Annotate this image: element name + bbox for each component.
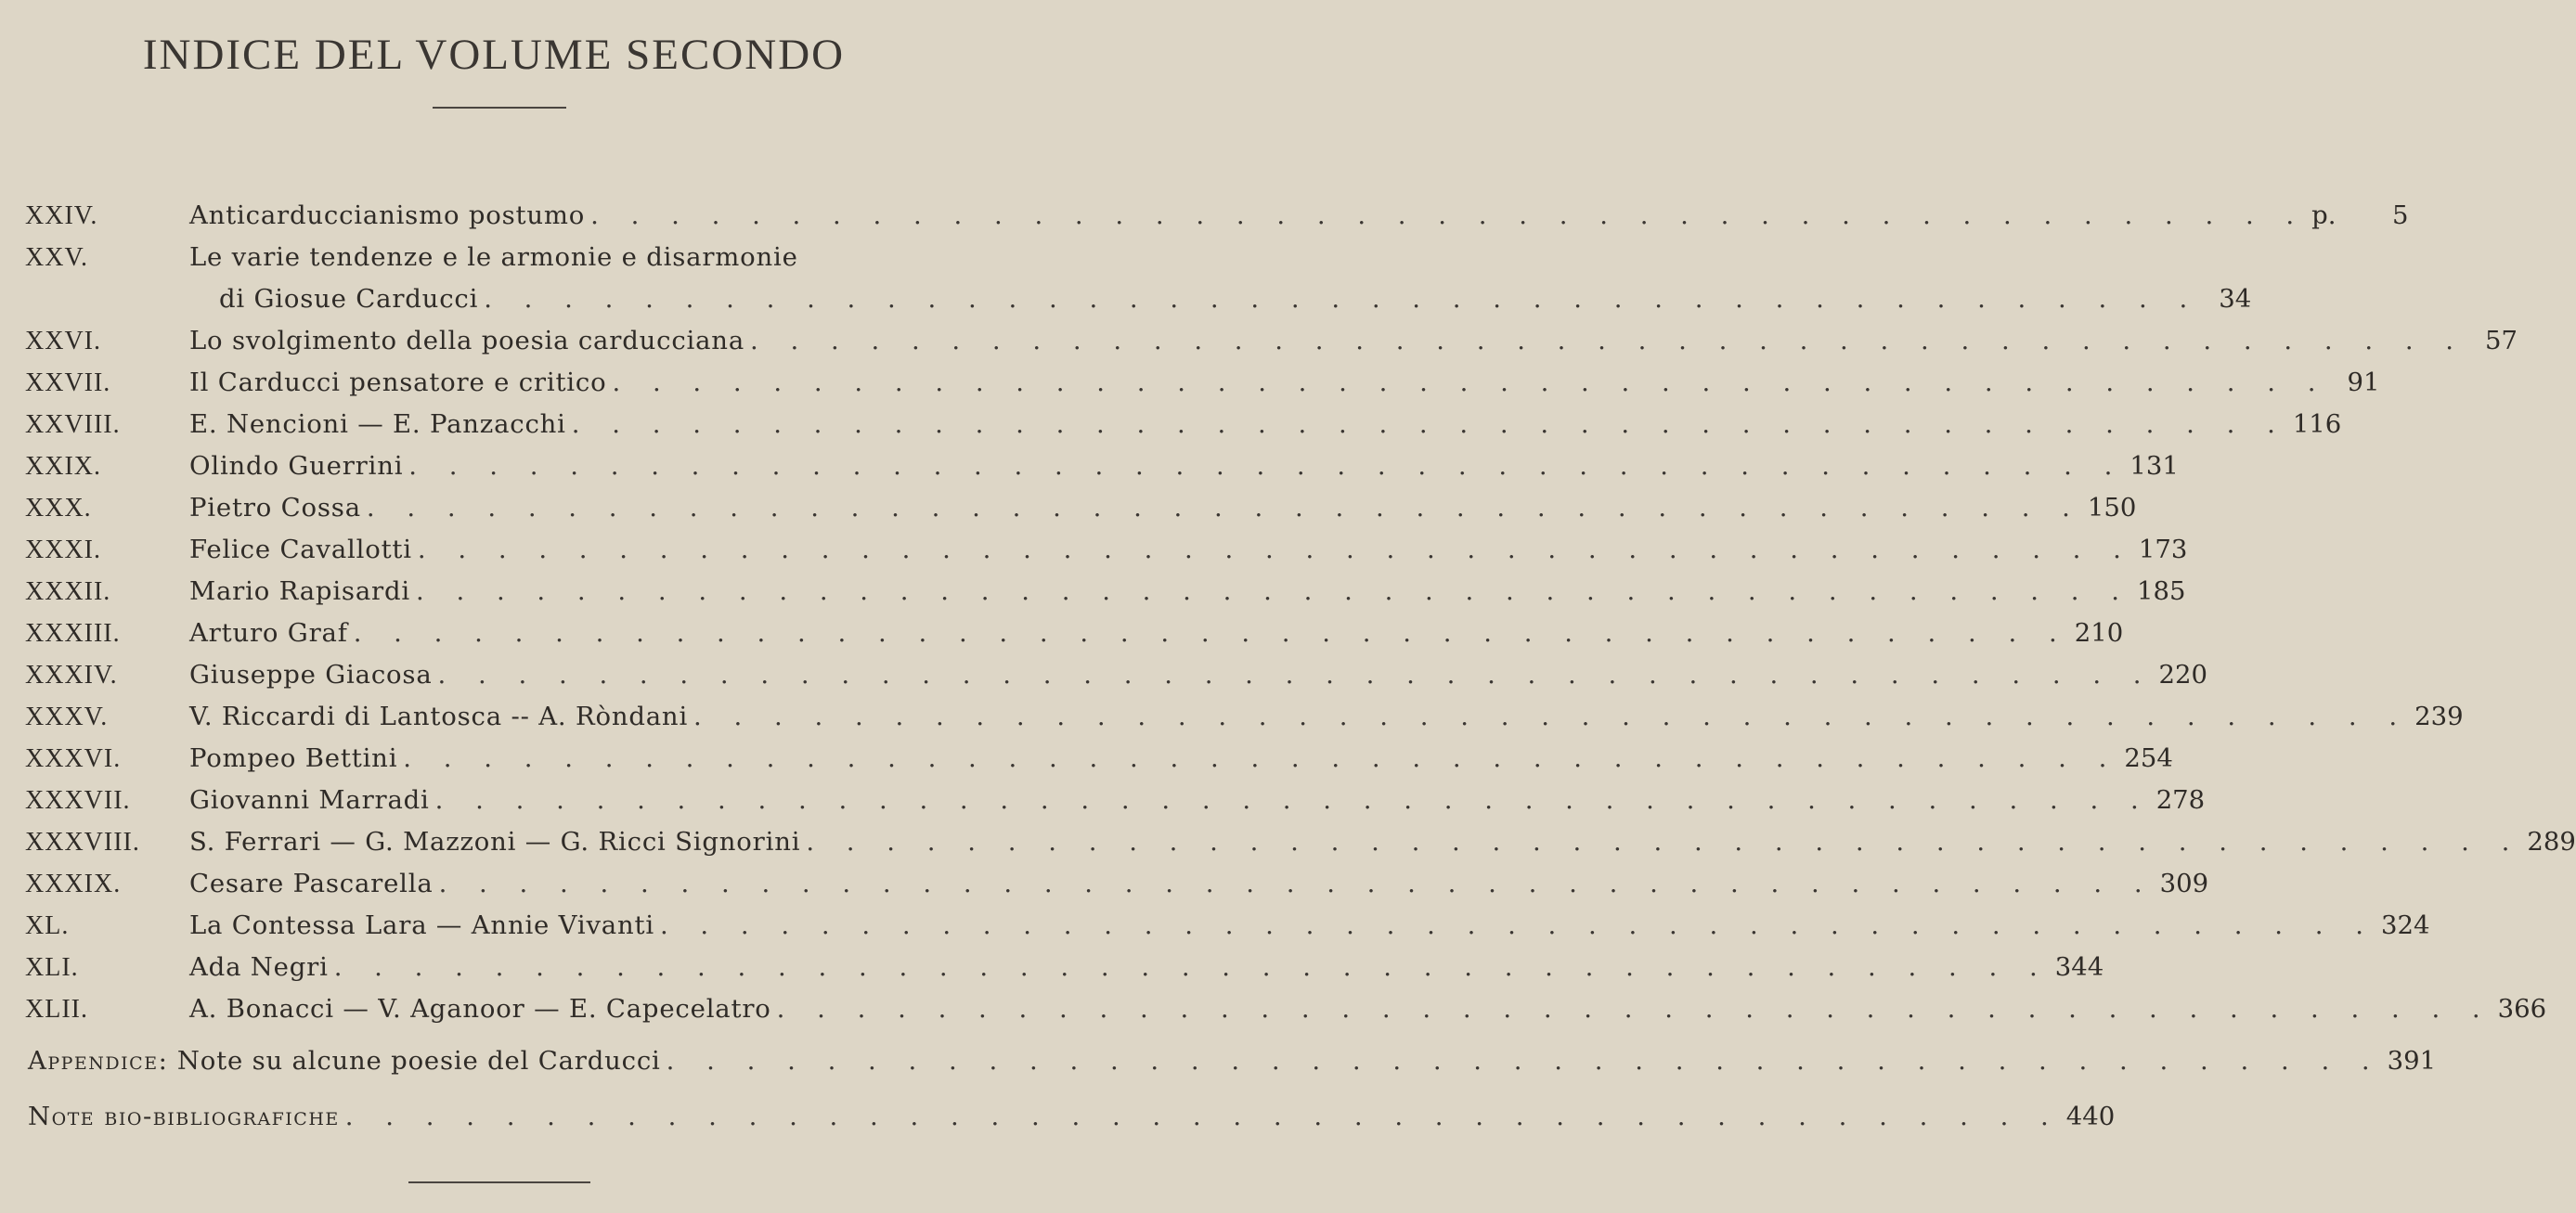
chapter-title: Giuseppe Giacosa: [189, 660, 433, 690]
chapter-title: Le varie tendenze e le armonie e disarmonie: [189, 242, 798, 272]
chapter-title: Mario Rapisardi: [189, 576, 410, 606]
page-number: 239: [2414, 702, 2464, 731]
toc-entry: [0, 821, 2576, 863]
dot-leader: . . . . . . . . . . . . . . . . . . . . . . . . . . . . . . . . . . . . . . . . . . .: [366, 493, 2082, 523]
toc-entry: [0, 487, 2137, 529]
page-number: 116: [2292, 409, 2342, 439]
chapter-number: XXXIX.: [25, 870, 122, 898]
notes-title: Note bio-bibliografiche: [28, 1102, 340, 1131]
dot-leader: . . . . . . . . . . . . . . . . . . . . . . . . . . . . . . . . . . . . . . . . . . .: [408, 451, 2125, 481]
chapter-number: XXXIII.: [25, 619, 121, 648]
toc-entry: [0, 529, 2188, 571]
chapter-number: XXXVII.: [25, 786, 131, 815]
dot-leader: . . . . . . . . . . . . . . . . . . . . . . . . . . . . . . . . . . . . . . . . . . .: [417, 535, 2133, 564]
dot-leader: . . . . . . . . . . . . . . . . . . . . . . . . . . . . . . . . . . . . . . . . . . .: [437, 660, 2154, 690]
chapter-title: V. Riccardi di Lantosca -- A. Ròndani: [189, 702, 689, 731]
page-number: 91: [2347, 368, 2380, 397]
toc-entry: [0, 571, 2186, 613]
dot-leader: . . . . . . . . . . . . . . . . . . . . . . . . . . . . . . . . . . . . . . . . . . .: [353, 618, 2069, 648]
toc-entry: [0, 195, 2409, 237]
chapter-number: XXVIII.: [25, 410, 121, 439]
page-number: 220: [2158, 660, 2208, 690]
page-number: 309: [2159, 869, 2209, 898]
toc-notes: [0, 1091, 2116, 1142]
chapter-number: XXVII.: [25, 368, 111, 397]
chapter-title: Felice Cavallotti: [189, 535, 412, 564]
title-divider: [433, 107, 566, 109]
dot-leader: . . . . . . . . . . . . . . . . . . . . . . . . . . . . . . . . . . . . . . . . . . .: [403, 743, 2119, 773]
chapter-title: Arturo Graf: [189, 618, 348, 648]
chapter-number: XXXII.: [25, 577, 111, 606]
page-number: 131: [2129, 451, 2179, 481]
chapter-title: Anticarduccianismo postumo: [189, 200, 586, 230]
page-number: 185: [2137, 576, 2186, 606]
page-title: INDICE DEL VOLUME SECONDO: [142, 31, 846, 79]
dot-leader: . . . . . . . . . . . . . . . . . . . . . . . . . . . . . . . . . . . . . . . . . . .: [333, 952, 2050, 982]
chapter-number: XXXI.: [25, 536, 101, 564]
appendix-title: Note su alcune poesie del Carducci: [176, 1046, 661, 1076]
chapter-title: Lo svolgimento della poesia carducciana: [189, 326, 745, 355]
page-number: 366: [2497, 994, 2547, 1024]
toc-appendix: [0, 1036, 2437, 1086]
page-number: 324: [2380, 910, 2430, 940]
toc-entry: [0, 654, 2208, 696]
dot-leader: . . . . . . . . . . . . . . . . . . . . . . . . . . . . . . . . . . . . . . . . . . .: [434, 785, 2151, 815]
toc-entry: [0, 905, 2430, 947]
dot-leader: . . . . . . . . . . . . . . . . . . . . . . . . . . . . . . . . . . . . . . . . . . .: [571, 409, 2287, 439]
page-number: 344: [2054, 952, 2104, 982]
chapter-title-continued: di Giosue Carducci: [219, 284, 479, 314]
dot-leader: . . . . . . . . . . . . . . . . . . . . . . . . . . . . . . . . . . . . . . . . . . .: [415, 576, 2132, 606]
chapter-number: XLII.: [25, 995, 88, 1024]
dot-leader: . . . . . . . . . . . . . . . . . . . . . . . . . . . . . . . . . . . . . . . . . . .: [693, 702, 2410, 731]
chapter-title: Pietro Cossa: [189, 493, 361, 523]
toc-entry: [0, 362, 2380, 404]
page-abbrev: p.: [2311, 200, 2337, 230]
dot-leader: . . . . . . . . . . . . . . . . . . . . . . . . . . . . . . . . . . . . . . . . . . .: [590, 200, 2307, 230]
dot-leader: . . . . . . . . . . . . . . . . . . . . . . . . . . . . . . . . . . . . . . . . . . .: [344, 1102, 2061, 1131]
toc-entry: [0, 947, 2104, 988]
chapter-number: XXIX.: [25, 452, 101, 481]
page-number: 173: [2138, 535, 2188, 564]
chapter-title: Cesare Pascarella: [189, 869, 434, 898]
page-number: 278: [2155, 785, 2206, 815]
dot-leader: . . . . . . . . . . . . . . . . . . . . . . . . . . . . . . . . . . . . . . . . . . .: [484, 284, 2200, 314]
chapter-number: XXXIV.: [25, 661, 118, 690]
dot-leader: . . . . . . . . . . . . . . . . . . . . . . . . . . . . . . . . . . . . . . . . . . .: [776, 994, 2492, 1024]
chapter-title: Giovanni Marradi: [189, 785, 430, 815]
chapter-number: XXXVI.: [25, 744, 122, 773]
table-of-contents: [0, 195, 2576, 1142]
dot-leader: . . . . . . . . . . . . . . . . . . . . . . . . . . . . . . . . . . . . . . . . . . .: [659, 910, 2375, 940]
toc-entry: [0, 988, 2547, 1030]
toc-entry: [0, 613, 2124, 654]
chapter-title: E. Nencioni — E. Panzacchi: [189, 409, 566, 439]
page-number: 440: [2065, 1102, 2116, 1131]
chapter-number: XXV.: [25, 243, 89, 272]
chapter-title: A. Bonacci — V. Aganoor — E. Capecelatro: [189, 994, 771, 1024]
page-number: 254: [2124, 743, 2173, 773]
chapter-title: La Contessa Lara — Annie Vivanti: [189, 910, 654, 940]
toc-entry: [0, 404, 2342, 445]
chapter-number: XXX.: [25, 494, 92, 523]
chapter-number: XXXV.: [25, 703, 109, 731]
dot-leader: . . . . . . . . . . . . . . . . . . . . . . . . . . . . . . . . . . . . . . . . . . .: [750, 326, 2466, 355]
page-number: 210: [2074, 618, 2124, 648]
footer-divider: [408, 1181, 590, 1183]
dot-leader: . . . . . . . . . . . . . . . . . . . . . . . . . . . . . . . . . . . . . . . . . . .: [806, 827, 2522, 857]
page-number: 57: [2485, 326, 2518, 355]
chapter-title: Ada Negri: [189, 952, 329, 982]
chapter-number: XLI.: [25, 953, 79, 982]
dot-leader: . . . . . . . . . . . . . . . . . . . . . . . . . . . . . . . . . . . . . . . . . . .: [438, 869, 2155, 898]
chapter-number: XXIV.: [25, 201, 98, 230]
chapter-title: Pompeo Bettini: [189, 743, 398, 773]
chapter-title: Il Carducci pensatore e critico: [189, 368, 607, 397]
dot-leader: . . . . . . . . . . . . . . . . . . . . . . . . . . . . . . . . . . . . . . . . . . .: [612, 368, 2328, 397]
chapter-title: Olindo Guerrini: [189, 451, 404, 481]
page-number: 34: [2219, 284, 2252, 314]
toc-entry: [0, 863, 2209, 905]
chapter-number: XXXVIII.: [25, 828, 140, 857]
toc-entry: [0, 696, 2464, 738]
chapter-number: XL.: [25, 911, 70, 940]
chapter-title: S. Ferrari — G. Mazzoni — G. Ricci Signorini: [189, 827, 801, 857]
toc-entry: [0, 780, 2206, 821]
page-number: 5: [2392, 200, 2409, 230]
page-number: 150: [2087, 493, 2137, 523]
chapter-number: XXVI.: [25, 327, 101, 355]
page-number: 391: [2387, 1046, 2437, 1076]
appendix-label: Appendice:: [28, 1046, 169, 1076]
toc-entry: [0, 320, 2518, 362]
toc-entry: [0, 445, 2179, 487]
page-number: 289: [2527, 827, 2576, 857]
toc-entry: [0, 738, 2173, 780]
toc-entry: [0, 237, 2252, 320]
dot-leader: . . . . . . . . . . . . . . . . . . . . . . . . . . . . . . . . . . . . . . . . . . .: [666, 1046, 2382, 1076]
